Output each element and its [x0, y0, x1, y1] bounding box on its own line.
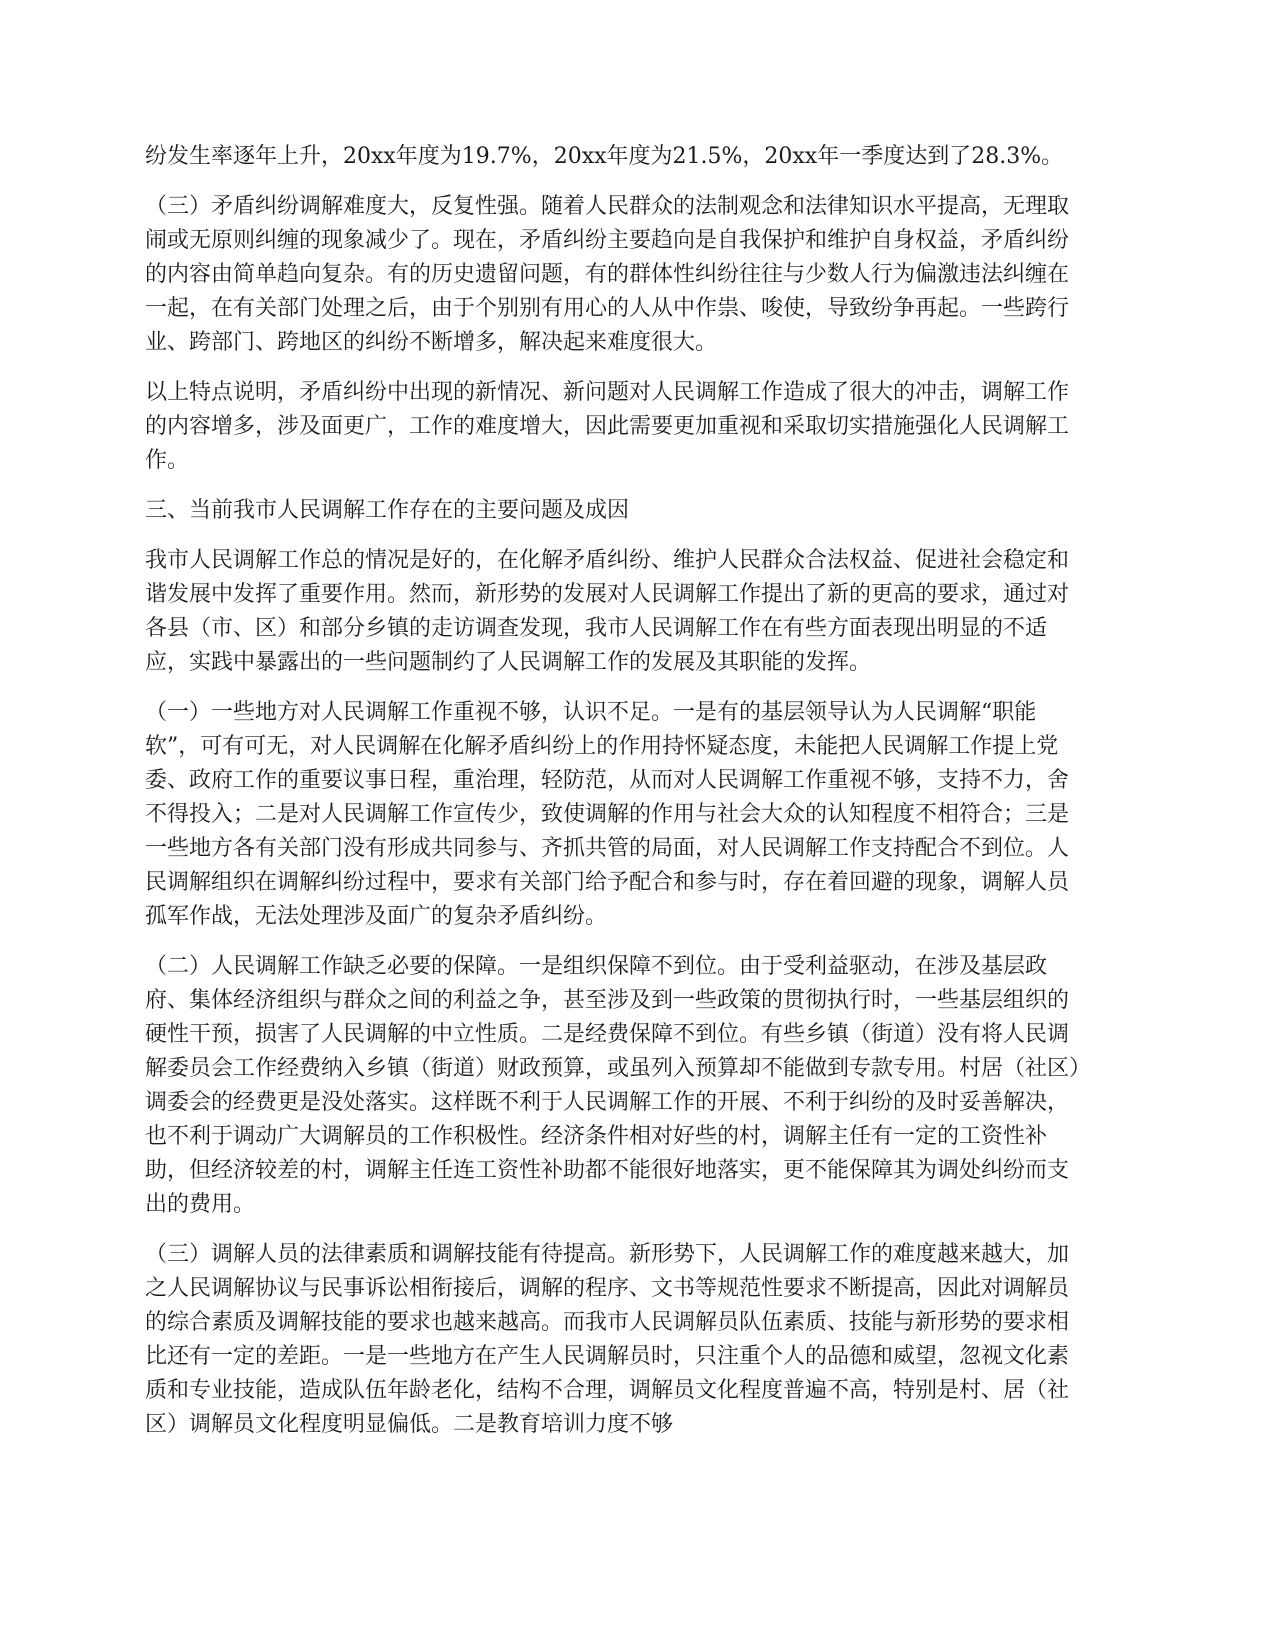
paragraph-dispute-rate: 纷发生率逐年上升，20xx年度为19.7%，20xx年度为21.5%，20xx年一季度达到了28.3%。 — [145, 144, 1064, 169]
paragraph-overview: 我市人民调解工作总的情况是好的，在化解矛盾纠纷、维护人民群众合法权益、促进社会稳定和谐发展中发挥了重要作用。然而，新形势的发展对人民调解工作提出了新的更高的要求，通过对各县（市、区）和部分乡镇的走访调查发现，我市人民调解工作在有些方面表现出明显的不适应，实践中暴露出的一些问题制约了人民调解工作的发展及其职能的发挥。 — [145, 548, 1070, 675]
paragraph-mediation-difficulty: （三）矛盾纠纷调解难度大，反复性强。随着人民群众的法制观念和法律知识水平提高，无理取闹或无原则纠缠的现象减少了。现在，矛盾纠纷主要趋向是自我保护和维护自身权益，矛盾纠纷的内容由简单趋向复杂。有的历史遗留问题，有的群体性纠纷往往与少数人行为偏激违法纠缠在一起，在有关部门处理之后，由于个别别有用心的人从中作祟、唆使，导致纷争再起。一些跨行业、跨部门、跨地区的纠纷不断增多，解决起来难度很大。 — [145, 194, 1070, 355]
paragraph-lack-of-support: （二）人民调解工作缺乏必要的保障。一是组织保障不到位。由于受利益驱动，在涉及基层政府、集体经济组织与群众之间的利益之争，甚至涉及到一些政策的贯彻执行时，一些基层组织的硬性干预，损害了人民调解的中立性质。二是经费保障不到位。有些乡镇（街道）没有将人民调解委员会工作经费纳入乡镇（街道）财政预算，或虽列入预算却不能做到专款专用。村居（社区）调委会的经费更是没处落实。这样既不利于人民调解工作的开展、不利于纠纷的及时妥善解决，也不利于调动广大调解员的工作积极性。经济条件相对好些的村，调解主任有一定的工资性补助，但经济较差的村，调解主任连工资性补助都不能很好地落实，更不能保障其为调处纠纷而支出的费用。 — [145, 954, 1081, 1217]
document-page — [145, 140, 1080, 1458]
section-heading-problems: 三、当前我市人民调解工作存在的主要问题及成因 — [145, 498, 630, 523]
paragraph-insufficient-attention: （一）一些地方对人民调解工作重视不够，认识不足。一是有的基层领导认为人民调解“职能软”，可有可无，对人民调解在化解矛盾纠纷上的作用持怀疑态度，未能把人民调解工作提上党委、政府工作的重要议事日程，重治理，轻防范，从而对人民调解工作重视不够，支持不力，舍不得投入；二是对人民调解工作宣传少，致使调解的作用与社会大众的认知程度不相符合；三是一些地方各有关部门没有形成共同参与、齐抓共管的局面，对人民调解工作支持配合不到位。人民调解组织在调解纠纷过程中，要求有关部门给予配合和参与时，存在着回避的现象，调解人员孤军作战，无法处理涉及面广的复杂矛盾纠纷。 — [145, 700, 1070, 929]
paragraph-mediator-quality: （三）调解人员的法律素质和调解技能有待提高。新形势下，人民调解工作的难度越来越大，加之人民调解协议与民事诉讼相衔接后，调解的程序、文书等规范性要求不断提高，因此对调解员的综合素质及调解技能的要求也越来越高。而我市人民调解员队伍素质、技能与新形势的要求相比还有一定的差距。一是一些地方在产生人民调解员时，只注重个人的品德和威望，忽视文化素质和专业技能，造成队伍年龄老化，结构不合理，调解员文化程度普遍不高，特别是村、居（社区）调解员文化程度明显偏低。二是教育培训力度不够 — [145, 1242, 1070, 1437]
paragraph-summary: 以上特点说明，矛盾纠纷中出现的新情况、新问题对人民调解工作造成了很大的冲击，调解工作的内容增多，涉及面更广，工作的难度增大，因此需要更加重视和采取切实措施强化人民调解工作。 — [145, 380, 1070, 473]
